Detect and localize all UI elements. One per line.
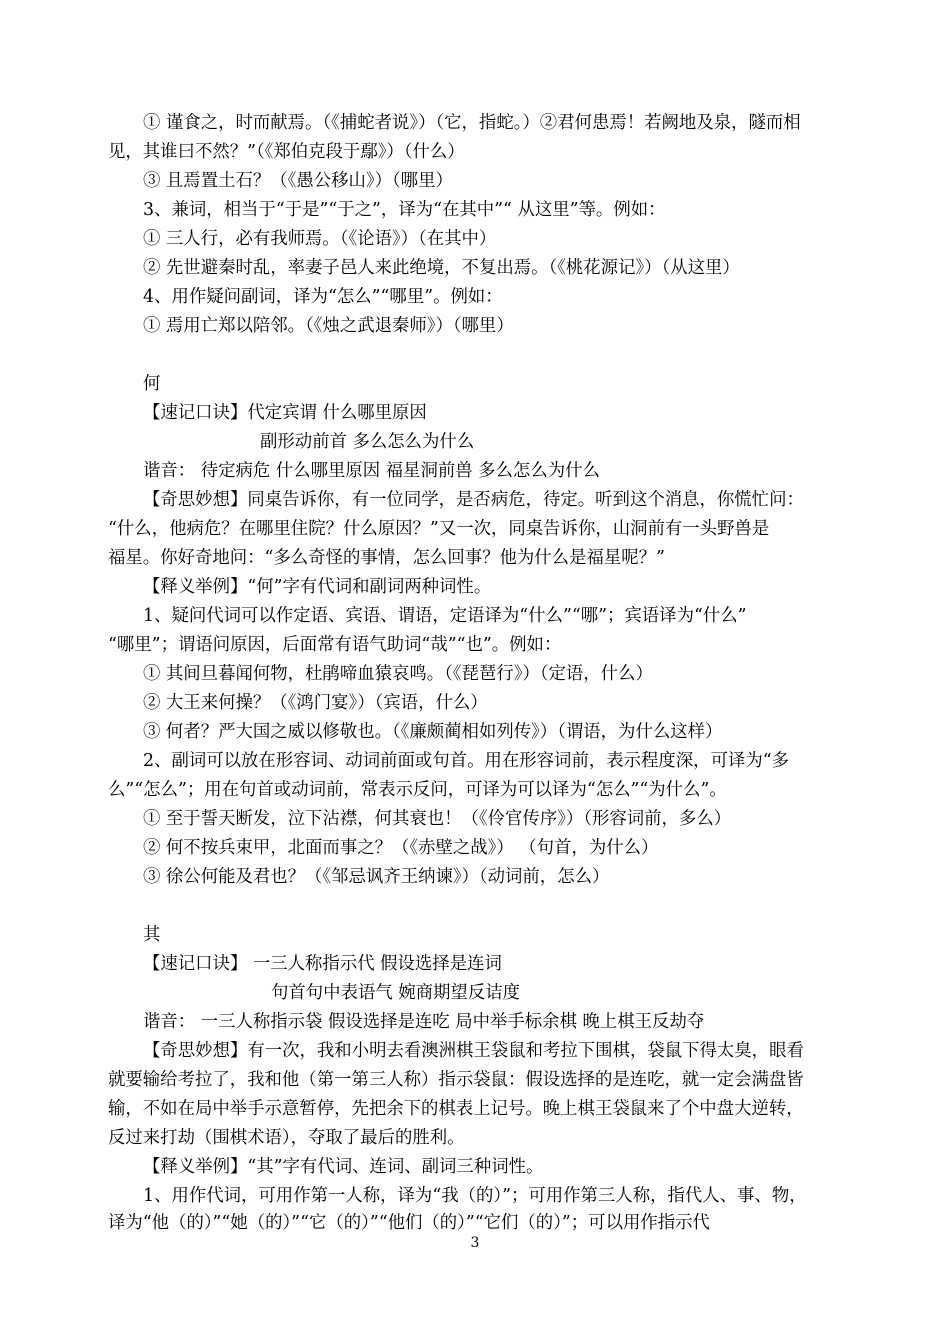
text-line: 句首句中表语气 婉商期望反诘度: [271, 983, 520, 1003]
text-line: 【释义举例】“其”字有代词、连词、副词三种词性。: [143, 1157, 544, 1177]
text-line: 4、用作疑问副词，译为“怎么”“哪里”。例如：: [143, 287, 503, 307]
text-line: ① 其间旦暮闻何物，杜鹃啼血猿哀鸣。（《琵琶行》）（定语，什么）: [143, 664, 653, 684]
text-line: “哪里”；谓语问原因，后面常有语气助词“哉”“也”。例如：: [108, 635, 562, 655]
text-line: 【释义举例】“何”字有代词和副词两种词性。: [143, 577, 492, 597]
text-line: 2、副词可以放在形容词、动词前面或句首。用在形容词前，表示程度深，可译为“多: [143, 751, 790, 771]
text-line: 【奇思妙想】同桌告诉你，有一位同学，是否病危，待定。听到这个消息，你慌忙问：: [143, 490, 804, 510]
text-line: 谐音： 待定病危 什么哪里原因 福星洞前兽 多么怎么为什么: [143, 461, 600, 481]
text-line: ① 至于誓天断发，泣下沾襟，何其衰也！（《伶官传序》）（形容词前，多么）: [143, 809, 732, 829]
text-line: 1、用作代词，可用作第一人称，译为“我（的）”；可用作第三人称，指代人、事、物，: [143, 1186, 807, 1206]
text-line: ① 焉用亡郑以陪邻。（《烛之武退秦师》）（哪里）: [143, 316, 514, 336]
text-line: 【奇思妙想】有一次，我和小明去看澳洲棋王袋鼠和考拉下围棋，袋鼠下得太臭，眼看: [143, 1041, 804, 1061]
text-line: 见，其谁曰不然？”（《郑伯克段于鄢》）（什么）: [108, 142, 465, 162]
text-line: 谐音： 一三人称指示袋 假设选择是连吃 局中举手标余棋 晚上棋王反劫夺: [143, 1012, 705, 1032]
text-line: ② 先世避秦时乱，率妻子邑人来此绝境，不复出焉。（《桃花源记》）（从这里）: [143, 258, 740, 278]
text-line: “什么，他病危？在哪里住院？什么原因？”又一次，同桌告诉你，山洞前有一头野兽是: [108, 519, 770, 539]
text-line: 福星。你好奇地问：“多么奇怪的事情，怎么回事？他为什么是福星呢？”: [108, 548, 665, 568]
text-line: ③ 何者？严大国之威以修敬也。（《廉颇蔺相如列传》）（谓语，为什么这样）: [143, 722, 723, 742]
text-line: 【速记口诀】代定宾谓 什么哪里原因: [143, 403, 427, 423]
text-line: ② 何不按兵束甲，北面而事之？（《赤壁之战》） （句首，为什么）: [143, 838, 659, 858]
text-line: 输，不如在局中举手示意暂停，先把余下的棋表上记号。晚上棋王袋鼠来了个中盘大逆转，: [108, 1099, 804, 1119]
text-line: 么”“怎么”；用在句首或动词前，常表示反问，可译为可以译为“怎么”“为什么”。: [108, 780, 727, 800]
section-heading: 其: [143, 925, 161, 945]
text-line: 【速记口诀】 一三人称指示代 假设选择是连词: [143, 954, 502, 974]
text-line: 就要输给考拉了，我和他（第一第三人称）指示袋鼠：假设选择的是连吃，就一定会满盘皆: [108, 1070, 804, 1090]
text-line: 3、兼词，相当于“于是”“于之”，译为“在其中”“ 从这里”等。例如：: [143, 200, 666, 220]
text-line: ③ 且焉置土石？（《愚公移山》）（哪里）: [143, 171, 453, 191]
text-line: ① 三人行，必有我师焉。（《论语》）（在其中）: [143, 229, 497, 249]
page-number: 3: [470, 1235, 480, 1251]
text-line: 副形动前首 多么怎么为什么: [260, 432, 475, 452]
text-line: 反过来打劫（围棋术语），夺取了最后的胜利。: [108, 1128, 465, 1148]
text-line: ③ 徐公何能及君也？（《邹忌讽齐王纳谏》）（动词前，怎么）: [143, 867, 610, 887]
text-line: ② 大王来何操？（《鸿门宴》）（宾语，什么）: [143, 693, 488, 713]
section-heading: 何: [143, 374, 161, 394]
text-line: ① 谨食之，时而献焉。（《捕蛇者说》）（它，指蛇。）②君何患焉！若阙地及泉，隧而相: [143, 113, 801, 133]
text-line: 1、疑问代词可以作定语、宾语、谓语，定语译为“什么”“哪”；宾语译为“什么”: [143, 606, 747, 626]
text-line: 译为“他（的）”“她（的）”“它（的）”“他们（的）”“它们（的）”；可以用作指示代: [108, 1213, 710, 1233]
